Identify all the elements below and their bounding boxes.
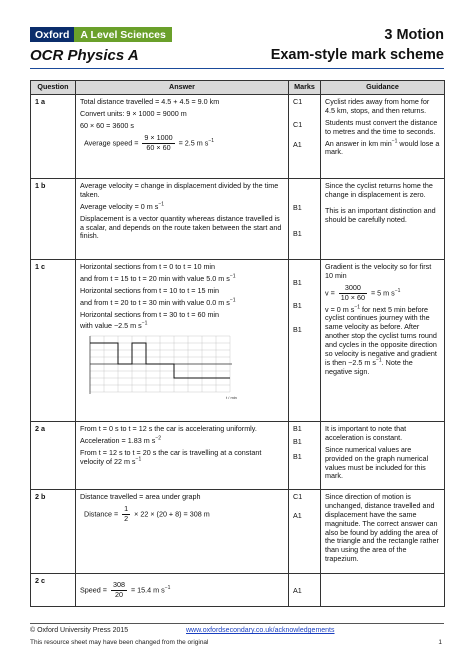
equation-result: × 22 × (20 + 8) = 308 m [134, 509, 210, 519]
question-number: 1 c [31, 259, 76, 421]
fraction [339, 284, 367, 303]
guidance-text: Since the cyclist returns home the change in displacement is zero. [325, 180, 433, 199]
unit-exponent: −1 [391, 138, 398, 145]
answer-cell [76, 259, 289, 421]
answer-line: Horizontal sections from t = 30 to t = 60 min [80, 309, 220, 319]
numerator: 9 × 1000 [144, 132, 173, 142]
mark: B1 [293, 228, 302, 238]
answer-cell [76, 178, 289, 259]
copyright-notice: © Oxford University Press 2015 [30, 627, 129, 634]
mark: A1 [293, 139, 302, 149]
guidance-equation [325, 284, 440, 303]
marks-cell [289, 421, 321, 489]
header-marks: Marks [289, 81, 321, 95]
answer-line [80, 203, 284, 212]
mark: C1 [293, 119, 303, 129]
guidance-cell [321, 94, 445, 178]
mark: A1 [293, 510, 302, 520]
answer-line: Total distance travelled = 4.5 + 4.5 = 9.0 km [80, 96, 220, 106]
guidance-fragment: for next 5 min before cyclist continues journey with the same velocity as before. After another stop the cyclist turns round and cycles in the opposite direction so velocity is negative and gradient is then −2.5 m s [325, 304, 437, 367]
guidance-text: This is an important distinction and should be carefully noted. [325, 205, 436, 224]
mark: B1 [293, 436, 302, 446]
answer-fragment: Average velocity = 0 m s [80, 201, 159, 211]
unit-exponent: −1 [164, 584, 171, 591]
mark: B1 [293, 202, 302, 212]
answer-line [80, 577, 284, 600]
unit-exponent: −1 [229, 273, 236, 280]
unit-exponent: −1 [229, 297, 236, 304]
mark: A1 [293, 585, 302, 595]
answer-line [80, 437, 284, 446]
marks-cell [289, 259, 321, 421]
answer-cell [76, 94, 289, 178]
marks-cell [289, 178, 321, 259]
guidance-text: It is important to note that acceleration is constant. [325, 423, 407, 442]
answer-fragment: Acceleration = 1.83 m s [80, 435, 156, 445]
unit-exponent: −1 [354, 304, 361, 311]
table-row [31, 94, 445, 178]
answer-line [80, 134, 284, 153]
header-question: Question [31, 81, 76, 95]
answer-cell [76, 573, 289, 606]
marks-cell [289, 94, 321, 178]
answer-cell [76, 421, 289, 489]
equation-label: Speed = [80, 585, 107, 595]
guidance-cell [321, 259, 445, 421]
answer-line [80, 322, 284, 331]
graph-x-label: t / min [226, 395, 237, 401]
question-number: 2 c [31, 573, 76, 606]
guidance-fragment: would lose a mark. [325, 138, 440, 157]
footer-divider [30, 623, 444, 624]
table-row [31, 421, 445, 489]
unit-exponent: −2 [155, 435, 162, 442]
equation-result: = 5 m s [370, 288, 395, 298]
mark: B1 [293, 423, 302, 433]
guidance-text: Cyclist rides away from home for 4.5 km, stops, and then returns. [325, 96, 430, 115]
equation-result: = 15.4 m s [130, 585, 165, 595]
mark: B1 [293, 277, 302, 287]
answer-fragment: and from t = 20 to t = 30 min with value 0.0 m s [80, 297, 230, 307]
answer-line [80, 505, 284, 524]
guidance-fragment: An answer in km min [325, 138, 392, 148]
table-header-row [31, 81, 445, 95]
fraction [142, 134, 174, 153]
table-row [31, 178, 445, 259]
guidance-text [325, 140, 440, 158]
answer-line: Average velocity = change in displacement divided by the time taken. [80, 180, 279, 199]
graph-axes [90, 336, 232, 394]
document-title: Exam-style mark scheme [270, 47, 444, 63]
question-number: 1 a [31, 94, 76, 178]
guidance-cell [321, 178, 445, 259]
guidance-fragment: v = 0 m s [325, 304, 355, 314]
fraction [122, 505, 130, 524]
answer-line [80, 449, 284, 467]
guidance-fragment: . Note the negative sign. [325, 357, 413, 376]
page-number: 1 [438, 639, 442, 646]
mark: C1 [293, 96, 303, 106]
equation-label: Average speed = [84, 137, 139, 147]
velocity-time-graph [80, 334, 250, 400]
guidance-cell [321, 573, 445, 606]
brand-logo [30, 27, 172, 42]
marks-cell [289, 573, 321, 606]
guidance-text: Since numerical values are provided on the graph numerical values must be included for this mark. [325, 444, 429, 481]
answer-line [80, 299, 284, 308]
question-number: 1 b [31, 178, 76, 259]
numerator: 308 [112, 579, 125, 589]
numerator: 1 [124, 503, 129, 513]
unit-exponent: −1 [135, 456, 142, 463]
guidance-text: Since direction of motion is unchanged, distance travelled and displacement have the same magnitude. The correct answer can also be found by adding the area of the triangle and the rectangle rather than using the area of the trapezium. [325, 491, 439, 564]
acknowledgements-link[interactable]: www.oxfordsecondary.co.uk/acknowledgements [186, 627, 335, 634]
answer-line [80, 275, 284, 284]
unit-exponent: −1 [141, 321, 148, 328]
question-number: 2 a [31, 421, 76, 489]
marks-cell [289, 489, 321, 573]
unit-exponent: −1 [208, 137, 215, 144]
guidance-text [325, 306, 440, 377]
header-divider [30, 68, 444, 69]
chapter-title: 3 Motion [384, 27, 444, 43]
answer-fragment: and from t = 15 to t = 20 min with value 5.0 m s [80, 273, 230, 283]
equation-label: Distance = [84, 509, 119, 519]
denominator: 10 × 60 [340, 292, 365, 302]
fraction [111, 581, 127, 600]
answer-fragment: with value −2.5 m s [80, 321, 142, 331]
answer-line: Convert units: 9 × 1000 = 9000 m [80, 108, 187, 118]
answer-fragment: From t = 12 s to t = 20 s the car is travelling at a constant velocity of 22 m s [80, 447, 262, 466]
guidance-text: Gradient is the velocity so for first 10 min [325, 261, 432, 280]
answer-cell [76, 489, 289, 573]
answer-line: From t = 0 s to t = 12 s the car is accelerating uniformly. [80, 423, 257, 433]
table-row [31, 573, 445, 606]
header-answer: Answer [76, 81, 289, 95]
answer-line: Horizontal sections from t = 0 to t = 10 min [80, 261, 216, 271]
table-row [31, 489, 445, 573]
answer-line: Horizontal sections from t = 10 to t = 15 min [80, 285, 220, 295]
guidance-text: Students must convert the distance to metres and the time to seconds. [325, 117, 438, 136]
course-title: OCR Physics A [30, 47, 139, 64]
disclaimer-text: This resource sheet may have been changed from the original [30, 639, 209, 646]
brand-oxford: Oxford [30, 27, 74, 42]
answer-line: Displacement is a vector quantity whereas distance travelled is a scalar, and depends on the route taken between the start and finish. [80, 213, 282, 241]
denominator: 2 [124, 513, 129, 523]
equation-result: = 2.5 m s [178, 137, 209, 147]
answer-line: 60 × 60 = 3600 s [80, 120, 134, 130]
guidance-cell [321, 421, 445, 489]
mark: B1 [293, 300, 302, 310]
equation-label: v = [325, 288, 335, 298]
unit-exponent: −1 [158, 201, 165, 208]
question-number: 2 b [31, 489, 76, 573]
guidance-cell [321, 489, 445, 573]
unit-exponent: −1 [375, 357, 382, 364]
unit-exponent: −1 [394, 287, 401, 294]
brand-series: A Level Sciences [74, 27, 171, 42]
numerator: 3000 [339, 284, 367, 294]
header-guidance: Guidance [321, 81, 445, 95]
mark: C1 [293, 491, 303, 501]
mark-scheme-table [30, 80, 445, 607]
denominator: 60 × 60 [146, 142, 171, 152]
mark: B1 [293, 324, 302, 334]
denominator: 20 [114, 589, 123, 599]
answer-line: Distance travelled = area under graph [80, 491, 201, 501]
table-row [31, 259, 445, 421]
mark: B1 [293, 451, 302, 461]
